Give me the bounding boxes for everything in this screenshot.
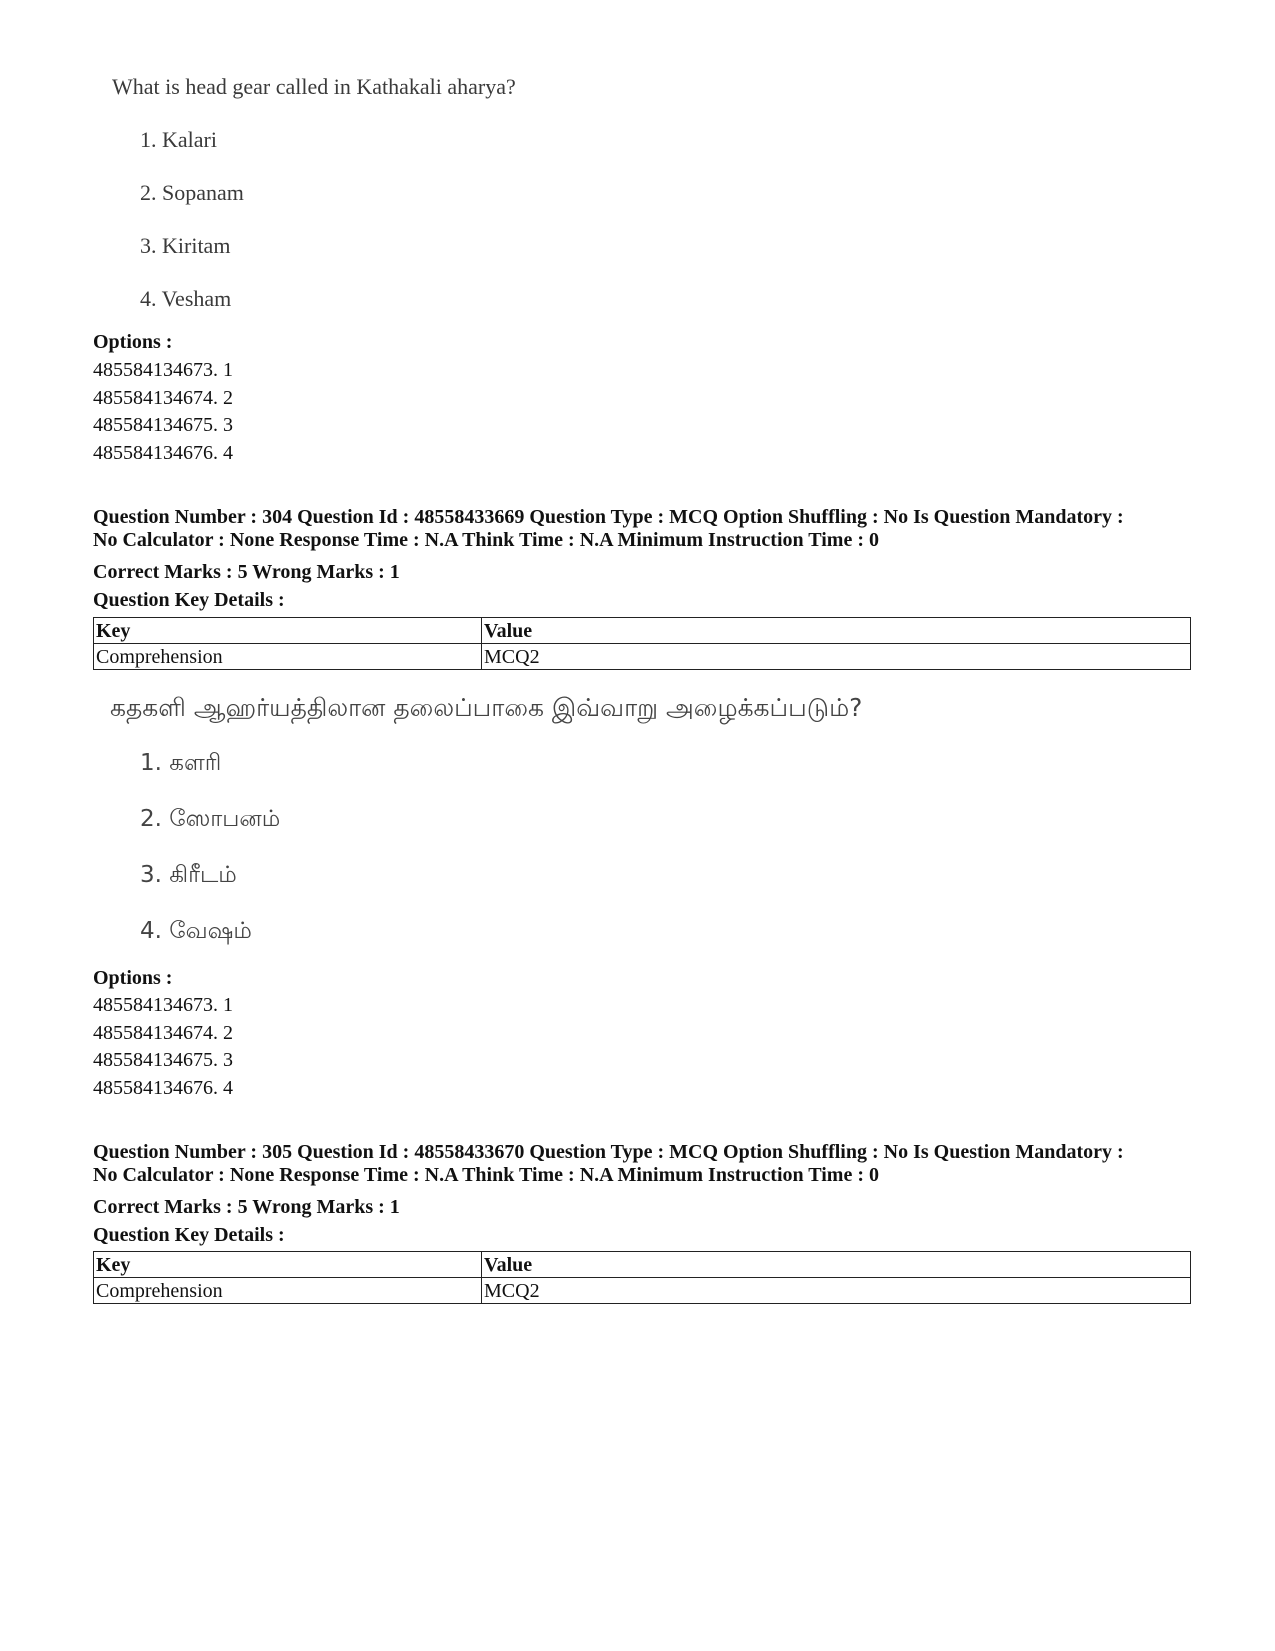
question-meta-line2: No Calculator : None Response Time : N.A Think Time : N.A Minimum Instruction Time : 0	[93, 529, 879, 551]
table-cell-value: MCQ2	[482, 644, 1191, 670]
question-meta-line2: No Calculator : None Response Time : N.A Think Time : N.A Minimum Instruction Time : 0	[93, 1164, 879, 1186]
option-id-1: 485584134673. 1	[93, 359, 233, 381]
key-details-label: Question Key Details :	[93, 1224, 285, 1246]
question-meta	[93, 506, 1193, 552]
options-label: Options :	[93, 331, 173, 353]
table-header-value: Value	[482, 1252, 1191, 1278]
key-details-table	[93, 1251, 1191, 1304]
marks-line: Correct Marks : 5 Wrong Marks : 1	[93, 1196, 400, 1218]
question-text-tamil: கதகளி ஆஹர்யத்திலான தலைப்பாகை இவ்வாறு அழைக்கப்படும்?	[110, 693, 863, 722]
question-meta-line1: Question Number : 305 Question Id : 48558433670 Question Type : MCQ Option Shuffling : No Is Question Mandatory :	[93, 1141, 1124, 1163]
option-id-2: 485584134674. 2	[93, 387, 233, 409]
choice-1: 1. Kalari	[140, 127, 217, 152]
option-id-1: 485584134673. 1	[93, 994, 233, 1016]
table-row	[94, 1278, 1191, 1304]
table-header-key: Key	[94, 618, 482, 644]
table-header-row	[94, 1252, 1191, 1278]
choice-2: 2. ஸோபனம்	[140, 806, 281, 832]
table-row	[94, 644, 1191, 670]
table-header-value: Value	[482, 618, 1191, 644]
option-id-3: 485584134675. 3	[93, 1049, 233, 1071]
options-label: Options :	[93, 967, 173, 989]
table-cell-key: Comprehension	[94, 644, 482, 670]
choice-2: 2. Sopanam	[140, 180, 244, 205]
question-meta	[93, 1141, 1193, 1187]
option-id-4: 485584134676. 4	[93, 1077, 233, 1099]
choice-4: 4. Vesham	[140, 286, 232, 311]
option-id-3: 485584134675. 3	[93, 414, 233, 436]
choice-1: 1. களரி	[140, 750, 222, 776]
table-header-key: Key	[94, 1252, 482, 1278]
choice-3: 3. கிரீடம்	[140, 862, 237, 888]
option-id-4: 485584134676. 4	[93, 442, 233, 464]
question-meta-line1: Question Number : 304 Question Id : 48558433669 Question Type : MCQ Option Shuffling : No Is Question Mandatory :	[93, 506, 1124, 528]
key-details-table	[93, 617, 1191, 670]
table-header-row	[94, 618, 1191, 644]
option-id-2: 485584134674. 2	[93, 1022, 233, 1044]
key-details-label: Question Key Details :	[93, 589, 285, 611]
table-cell-key: Comprehension	[94, 1278, 482, 1304]
choice-4: 4. வேஷம்	[140, 918, 252, 944]
marks-line: Correct Marks : 5 Wrong Marks : 1	[93, 561, 400, 583]
question-text-english: What is head gear called in Kathakali aharya?	[112, 74, 516, 99]
choice-3: 3. Kiritam	[140, 233, 231, 258]
table-cell-value: MCQ2	[482, 1278, 1191, 1304]
